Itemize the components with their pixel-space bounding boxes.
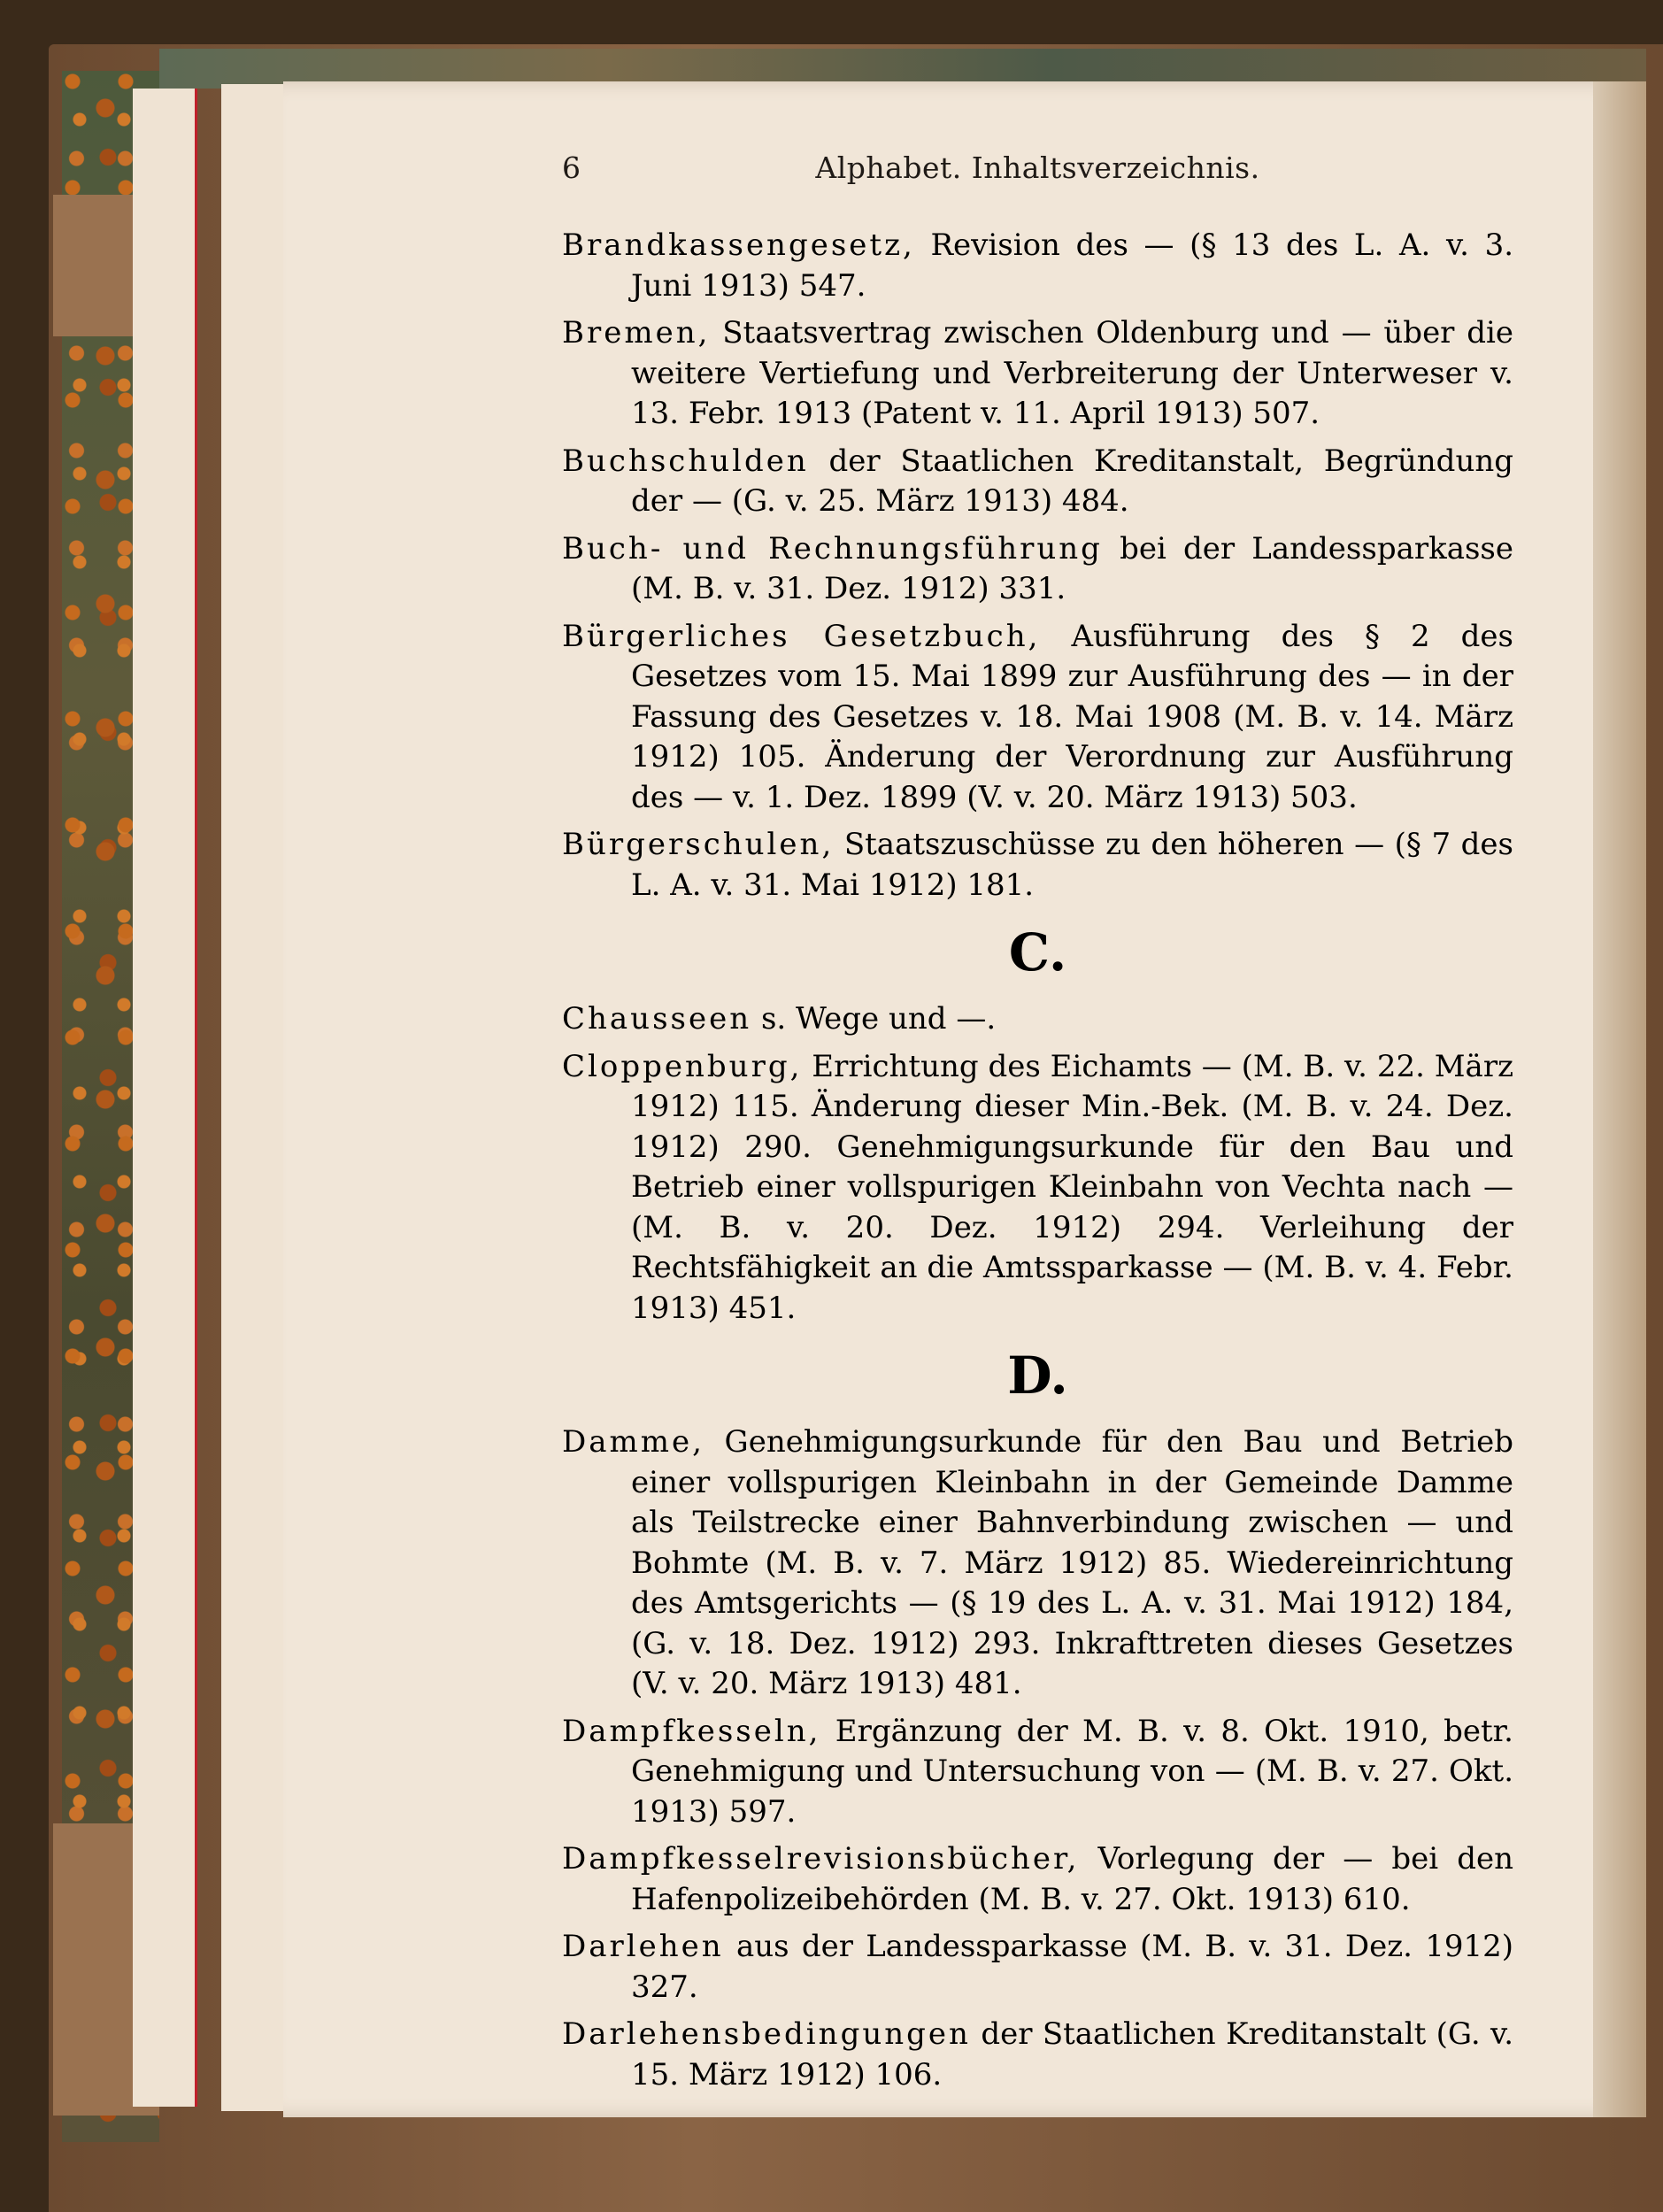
entry-lemma: Bürgerliches Gesetzbuch, — [562, 618, 1041, 654]
running-title: Alphabet. Inhaltsverzeichnis. — [815, 150, 1260, 185]
entry-text: Errichtung des Eichamts — (M. B. v. 22. März 1912) 115. Änderung dieser Min.-Bek. (M. B. v. 24. Dez. 1912) 290. Genehmigungsurkunde für den Bau und Betrieb einer vollspurigen Kleinbahn von Vechta nach — (M. B. v. 20. Dez. 1912) 294. Verleihung der Rechtsfähigkeit an die Amtssparkasse — (M. B. v. 4. Febr. 1913) 451. — [631, 1048, 1513, 1326]
index-entry — [562, 313, 1513, 435]
index-entry — [562, 226, 1513, 306]
page-number: 6 — [562, 150, 581, 185]
entry-lemma: Cloppenburg, — [562, 1048, 803, 1084]
entry-lemma: Darlehen — [562, 1929, 724, 1964]
index-entry — [562, 617, 1513, 819]
section-letter-d: D. — [1007, 1345, 1068, 1406]
entry-text: Staatszuschüsse zu den höheren — (§ 7 des L. A. v. 31. Mai 1912) 181. — [631, 827, 1514, 903]
entry-lemma: Damme, — [562, 1424, 704, 1460]
entry-text: Staatsvertrag zwischen Oldenburg und — über die weitere Vertiefung und Verbreiterung der Unterweser v. 13. Febr. 1913 (Patent v. 11. April 1913) 507. — [631, 315, 1513, 431]
entry-text: s. Wege und —. — [760, 1001, 997, 1037]
entry-text: Ausführung des § 2 des Gesetzes vom 15. Mai 1899 zur Ausführung des — in der Fassung des Gesetzes v. 18. Mai 1908 (M. B. v. 14. März 1912) 105. Änderung der Verordnung zur Ausführung des — v. 1. Dez. 1899 (V. v. 20. März 1913) 503. — [631, 618, 1513, 815]
entry-lemma: Darlehensbedingungen — [562, 2016, 971, 2052]
index-entry — [562, 2015, 1513, 2095]
page-edge — [159, 89, 197, 2107]
index-entries — [562, 226, 1513, 2102]
index-entry — [562, 1422, 1513, 1705]
index-entry — [562, 825, 1513, 906]
entry-lemma: Buch- und Rechnungsführung — [562, 530, 1103, 566]
index-entry — [562, 1047, 1513, 1330]
entry-lemma: Chausseen — [562, 1001, 752, 1037]
entry-lemma: Brandkassengesetz, — [562, 227, 915, 263]
entry-lemma: Bürgerschulen, — [562, 827, 835, 862]
entries-b — [562, 226, 1513, 906]
index-entry — [562, 999, 1513, 1040]
index-entry — [562, 1927, 1513, 2008]
entries-d — [562, 1422, 1513, 2095]
index-entry — [562, 442, 1513, 522]
entry-text: aus der Landessparkasse (M. B. v. 31. Dez. 1912) 327. — [631, 1929, 1513, 2005]
page-gutter — [1593, 81, 1646, 2117]
entry-text: der Staatlichen Kreditanstalt, Begründung der — (G. v. 25. März 1913) 484. — [631, 443, 1514, 519]
entries-c — [562, 999, 1513, 1329]
entry-text: Ergänzung der M. B. v. 8. Okt. 1910, betr. Genehmigung und Untersuchung von — (M. B. v. 27. Okt. 1913) 597. — [631, 1713, 1513, 1830]
entry-lemma: Buchschulden — [562, 443, 809, 479]
index-entry — [562, 1839, 1513, 1920]
entry-text: Genehmigungsurkunde für den Bau und Betrieb einer vollspurigen Kleinbahn in der Gemeinde Damme als Teilstrecke einer Bahnverbindung zwischen — und Bohmte (M. B. v. 7. März 1912) 85. Wiedereinrichtung des Amtsgerichts — (§ 19 des L. A. v. 31. Mai 1912) 184, (G. v. 18. Dez. 1912) 293. Inkrafttreten dieses Gesetzes (V. v. 20. März 1913) 481. — [631, 1424, 1513, 1701]
entry-text: Revision des — (§ 13 des L. A. v. 3. Juni 1913) 547. — [631, 227, 1514, 304]
index-entry — [562, 529, 1513, 610]
page-header — [562, 150, 1513, 195]
entry-text: der Staatlichen Kreditanstalt (G. v. 15. März 1912) 106. — [631, 2016, 1513, 2093]
entry-lemma: Dampfkesseln, — [562, 1713, 821, 1749]
index-entry — [562, 1712, 1513, 1833]
entry-text: bei der Landessparkasse (M. B. v. 31. Dez. 1912) 331. — [631, 530, 1513, 606]
entry-lemma: Dampfkesselrevisionsbücher, — [562, 1841, 1080, 1877]
section-letter-c: C. — [1008, 922, 1067, 983]
entry-text: Vorlegung der — bei den Hafenpolizeibehörden (M. B. v. 27. Okt. 1913) 610. — [631, 1841, 1513, 1917]
entry-lemma: Bremen, — [562, 315, 711, 351]
